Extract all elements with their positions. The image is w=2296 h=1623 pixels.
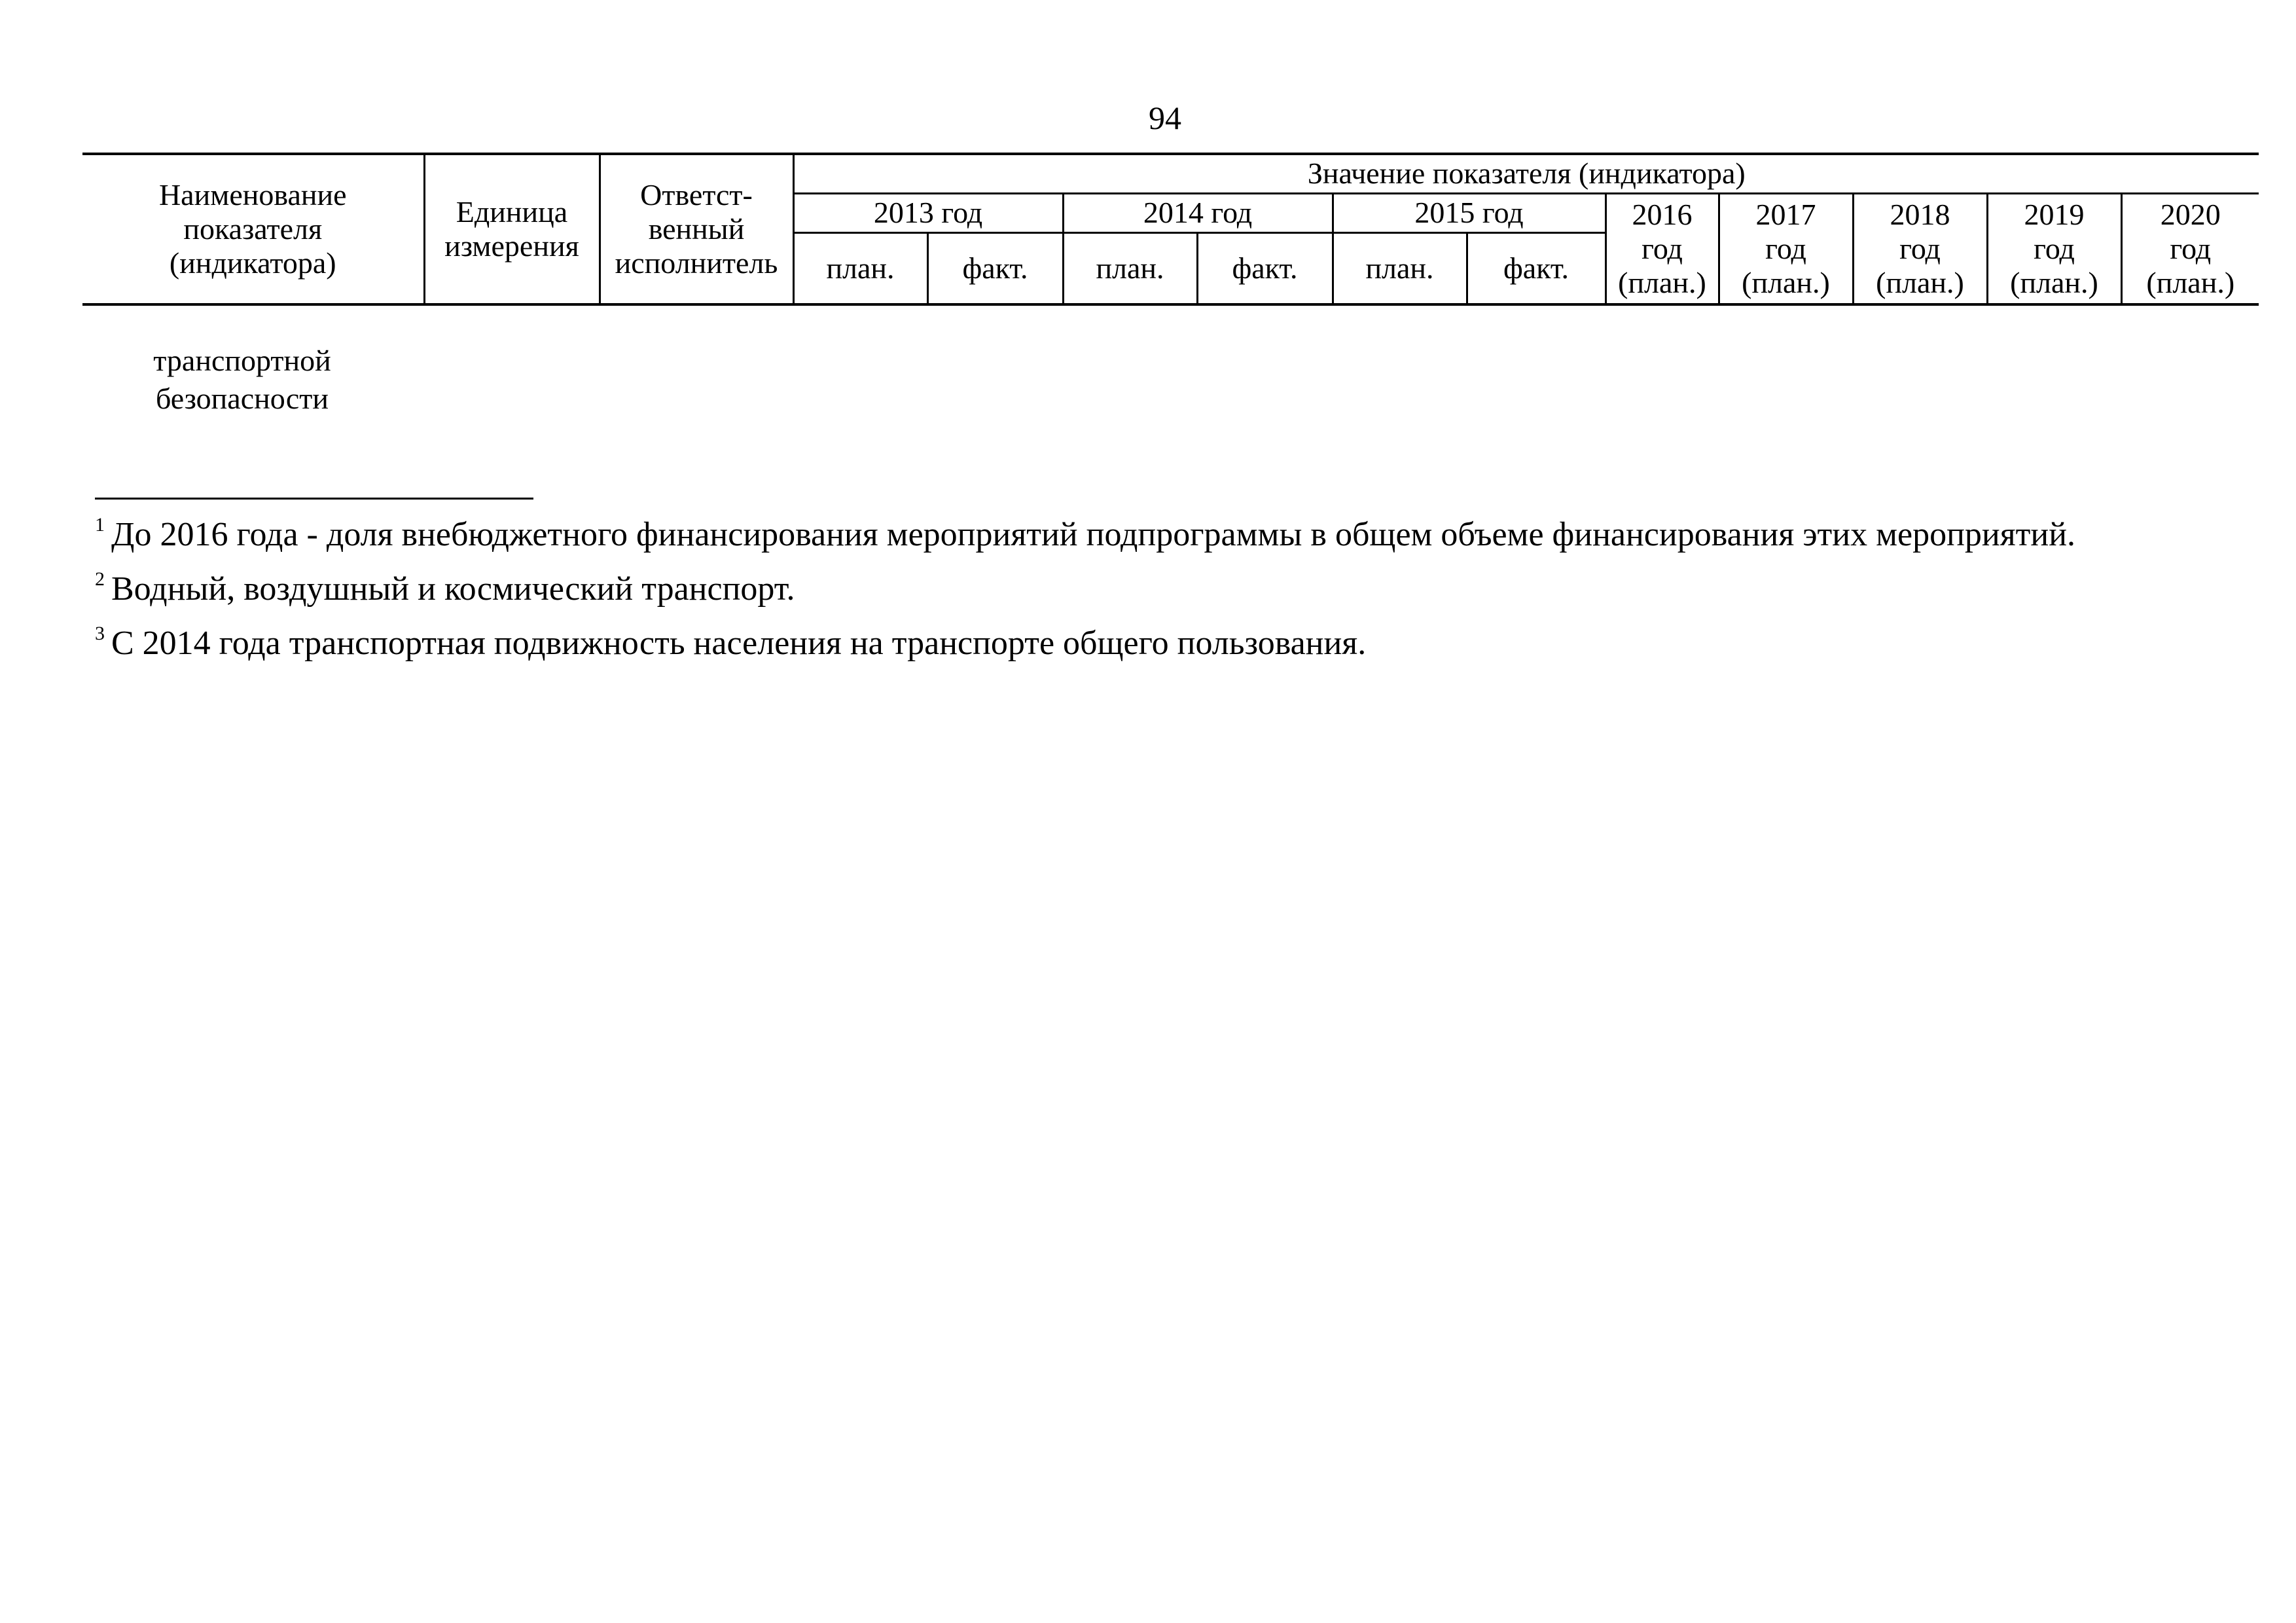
header-year-2019: 2019 год (план.) bbox=[1987, 193, 2121, 304]
header-year-2020: 2020 год (план.) bbox=[2121, 193, 2259, 304]
header-year-2016: 2016 год (план.) bbox=[1605, 193, 1719, 304]
header-2015-plan: план. bbox=[1333, 232, 1467, 304]
header-2013-plan: план. bbox=[793, 232, 927, 304]
footnote-1 bbox=[95, 503, 2248, 557]
footnote-2 bbox=[95, 557, 2248, 611]
header-year-2014: 2014 год bbox=[1063, 193, 1333, 232]
footnote-separator bbox=[95, 498, 533, 500]
header-responsible: Ответст- венный исполнитель bbox=[600, 154, 793, 304]
header-2015-fact: факт. bbox=[1467, 232, 1605, 304]
header-unit: Единица измерения bbox=[424, 154, 600, 304]
footnote-marker: 2 bbox=[95, 568, 105, 590]
header-year-2013: 2013 год bbox=[793, 193, 1063, 232]
footnote-3 bbox=[95, 611, 2248, 666]
header-2014-fact: факт. bbox=[1197, 232, 1333, 304]
header-2013-fact: факт. bbox=[927, 232, 1063, 304]
header-year-2015: 2015 год bbox=[1333, 193, 1605, 232]
footnote-text: Водный, воздушный и космический транспорт. bbox=[111, 570, 795, 608]
indicator-table-header bbox=[82, 153, 2259, 306]
header-year-2017: 2017 год (план.) bbox=[1719, 193, 1853, 304]
page-number: 94 bbox=[1149, 100, 1181, 136]
header-indicator-name: Наименование показателя (индикатора) bbox=[82, 154, 424, 304]
footnotes bbox=[95, 503, 2248, 666]
footnote-marker: 3 bbox=[95, 623, 105, 644]
row-continuation-text: транспортной безопасности bbox=[153, 344, 331, 415]
footnote-text: До 2016 года - доля внебюджетного финансирования мероприятий подпрограммы в общем объеме финансирования этих мероприятий. bbox=[111, 516, 2076, 553]
header-value-group: Значение показателя (индикатора) bbox=[793, 154, 2259, 193]
header-year-2018: 2018 год (план.) bbox=[1853, 193, 1987, 304]
header-2014-plan: план. bbox=[1063, 232, 1197, 304]
footnote-marker: 1 bbox=[95, 514, 105, 536]
footnote-text: С 2014 года транспортная подвижность населения на транспорте общего пользования. bbox=[111, 625, 1367, 662]
